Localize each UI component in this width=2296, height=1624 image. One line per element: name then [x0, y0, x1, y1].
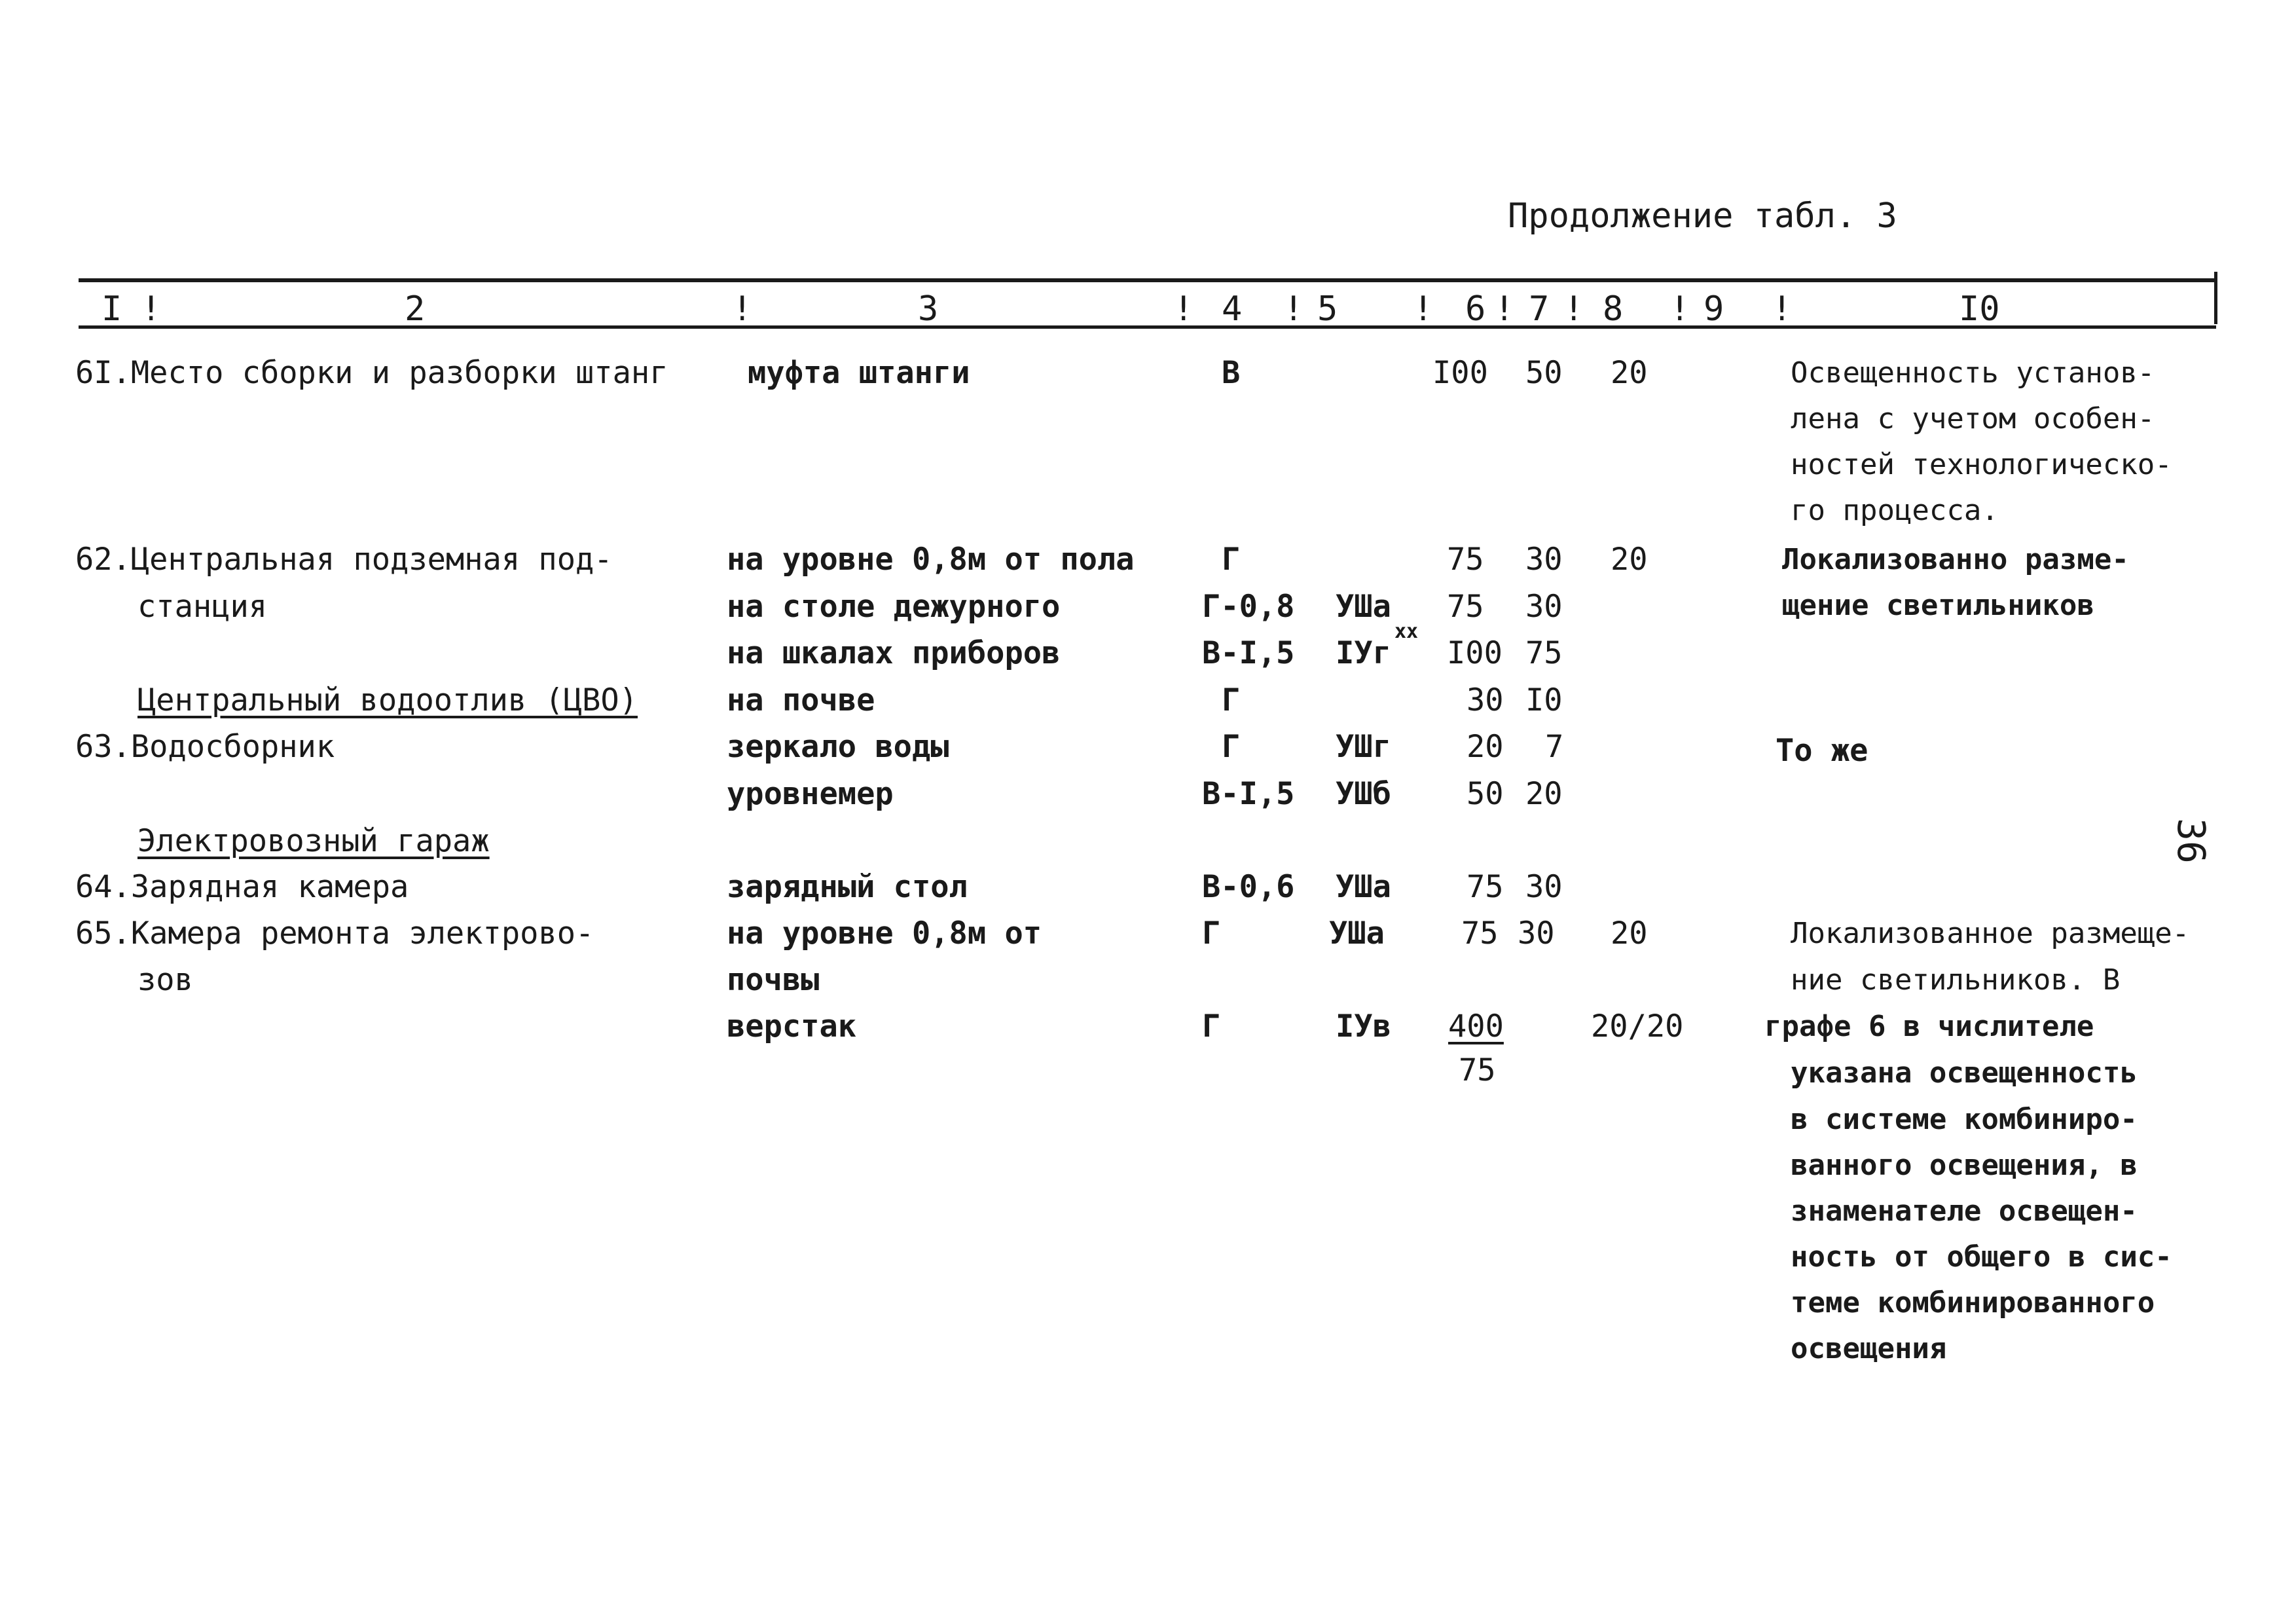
row-63-sub2-lamp: УШб — [1336, 776, 1391, 812]
row-62-sub1-reserve: 20 — [1611, 542, 1648, 578]
header-separator: ! — [1494, 289, 1515, 329]
row-63-sub2-plane: В-I,5 — [1202, 776, 1295, 812]
row-65-note-line: графе 6 в числителе — [1764, 1010, 2094, 1043]
table-continuation-label: Продолжение табл. 3 — [1508, 196, 1897, 236]
row-65-name: 65.Камера ремонта электрово- — [75, 915, 594, 951]
row-64-lamp: УШа — [1336, 869, 1391, 905]
row-61-reserve: 20 — [1611, 355, 1648, 391]
header-top-rule — [79, 278, 2216, 282]
row-63-sub1-surface: зеркало воды — [727, 729, 949, 765]
row-62-sub1-lux: 75 — [1447, 542, 1484, 578]
row-65-sub2-lamp: IУв — [1336, 1008, 1391, 1044]
row-62-sub2-surface: на столе дежурного — [727, 589, 1061, 625]
row-65-sub2-plane: Г — [1202, 1008, 1221, 1044]
header-col-1: I — [101, 289, 122, 329]
row-63-sub2-lux2: 20 — [1525, 776, 1563, 812]
header-separator: ! — [1669, 289, 1690, 329]
row-65-note-line: освещения — [1791, 1332, 1947, 1365]
row-65-sub2-reserve: 20/20 — [1591, 1008, 1684, 1044]
row-63-sub1-lux2: 7 — [1545, 729, 1564, 765]
row-64-surface: зарядный стол — [727, 869, 968, 905]
row-62-sub2-plane: Г-0,8 — [1202, 589, 1295, 625]
row-62-sub2-lux2: 30 — [1525, 589, 1563, 625]
row-61-name: 6I.Место сборки и разборки штанг — [75, 355, 668, 391]
header-bottom-rule — [79, 325, 2216, 329]
row-62-sub1-lux2: 30 — [1525, 542, 1563, 578]
row-65-note-line: ность от общего в сис- — [1791, 1240, 2172, 1274]
row-63-sub1-plane: Г — [1222, 729, 1241, 765]
header-col-5: 5 — [1317, 289, 1338, 329]
row-65-sub1-lamp: УШа — [1329, 915, 1385, 951]
header-separator: ! — [1413, 289, 1434, 329]
row-61-note-line: го процесса. — [1791, 494, 1999, 527]
header-col-10: I0 — [1959, 289, 2000, 329]
header-separator: ! — [1283, 289, 1304, 329]
row-62-sub3-lux: I00 — [1447, 635, 1503, 671]
row-63-sub2-lux: 50 — [1467, 776, 1504, 812]
row-61-lux-general: 50 — [1525, 355, 1563, 391]
row-62-sub2-lamp: УШа — [1336, 589, 1391, 625]
row-62-sub1-plane: Г — [1222, 542, 1241, 578]
header-separator: ! — [732, 289, 753, 329]
row-62-sub3-lamp: IУг — [1336, 635, 1391, 671]
row-65-note-line: Локализованное размеще- — [1791, 917, 2190, 950]
header-col-9: 9 — [1704, 289, 1724, 329]
row-62-sub2-lux: 75 — [1447, 589, 1484, 625]
section-title-cvo: Центральный водоотлив (ЦВО) — [137, 682, 638, 718]
row-65-note-line: указана освещенность — [1791, 1056, 2138, 1090]
header-col-7: 7 — [1529, 289, 1550, 329]
row-62-name-cont: станция — [137, 589, 268, 625]
row-62-sub3-lamp-sup: xx — [1394, 620, 1419, 643]
row-64-lux2: 30 — [1525, 869, 1563, 905]
row-65-sub1-lux: 75 — [1461, 915, 1499, 951]
row-61-note-line: Освещенность установ- — [1791, 356, 2155, 390]
header-col-4: 4 — [1222, 289, 1243, 329]
section-cvo-plane: Г — [1222, 682, 1241, 718]
row-62-name: 62.Центральная подземная под- — [75, 542, 613, 578]
header-separator: ! — [141, 289, 162, 329]
row-62-sub3-surface: на шкалах приборов — [727, 635, 1061, 671]
row-65-sub2-lux-numerator: 400 — [1448, 1008, 1504, 1044]
header-separator: ! — [1173, 289, 1194, 329]
header-right-tick — [2214, 272, 2217, 324]
row-61-lux-combined: I00 — [1432, 355, 1488, 391]
row-62-sub3-lux2: 75 — [1525, 635, 1563, 671]
row-63-sub1-lux: 20 — [1467, 729, 1504, 765]
page-number: 36 — [2168, 818, 2214, 864]
header-separator: ! — [1772, 289, 1793, 329]
row-64-plane: В-0,6 — [1202, 869, 1295, 905]
row-65-sub1-reserve: 20 — [1611, 915, 1648, 951]
row-65-note-line: ние светильников. В — [1791, 963, 2121, 997]
header-separator: ! — [1563, 289, 1584, 329]
row-65-sub1-lux2: 30 — [1518, 915, 1555, 951]
row-62-sub1-surface: на уровне 0,8м от пола — [727, 542, 1135, 578]
row-61-surface: муфта штанги — [748, 355, 970, 391]
row-61-note-line: ностей технологическо- — [1791, 448, 2172, 481]
row-63-name: 63.Водосборник — [75, 729, 335, 765]
header-col-6: 6 — [1465, 289, 1486, 329]
section-cvo-lux: 30 — [1467, 682, 1504, 718]
row-61-note-line: лена с учетом особен- — [1791, 402, 2155, 435]
row-65-sub1-surface: на уровне 0,8м от — [727, 915, 1042, 951]
row-65-note-line: знаменателе освещен- — [1791, 1194, 2138, 1228]
row-64-name: 64.Зарядная камера — [75, 869, 409, 905]
header-col-8: 8 — [1603, 289, 1624, 329]
row-61-plane: В — [1222, 355, 1241, 391]
row-64-lux: 75 — [1467, 869, 1504, 905]
row-65-sub1-surface-cont: почвы — [727, 962, 820, 998]
row-65-note-line: ванного освещения, в — [1791, 1149, 2138, 1182]
row-65-note-line: теме комбинированного — [1791, 1286, 2155, 1320]
row-65-sub2-lux-denominator: 75 — [1459, 1052, 1496, 1088]
row-62-note-line: Локализованно разме- — [1782, 543, 2129, 576]
row-63-sub1-lamp: УШг — [1336, 729, 1391, 765]
row-65-note-line: в системе комбиниро- — [1791, 1103, 2138, 1136]
row-62-sub3-plane: В-I,5 — [1202, 635, 1295, 671]
row-65-sub2-surface: верстак — [727, 1008, 857, 1044]
header-col-2: 2 — [405, 289, 426, 329]
section-cvo-lux2: I0 — [1525, 682, 1563, 718]
row-63-note: То же — [1776, 733, 1868, 769]
row-65-name-cont: зов — [137, 962, 193, 998]
row-63-sub2-surface: уровнемер — [727, 776, 894, 812]
section-cvo-surface: на почве — [727, 682, 875, 718]
section-title-garage: Электровозный гараж — [137, 823, 490, 859]
row-62-note-line: щение светильников — [1782, 589, 2094, 622]
header-col-3: 3 — [918, 289, 939, 329]
row-65-sub1-plane: Г — [1202, 915, 1221, 951]
